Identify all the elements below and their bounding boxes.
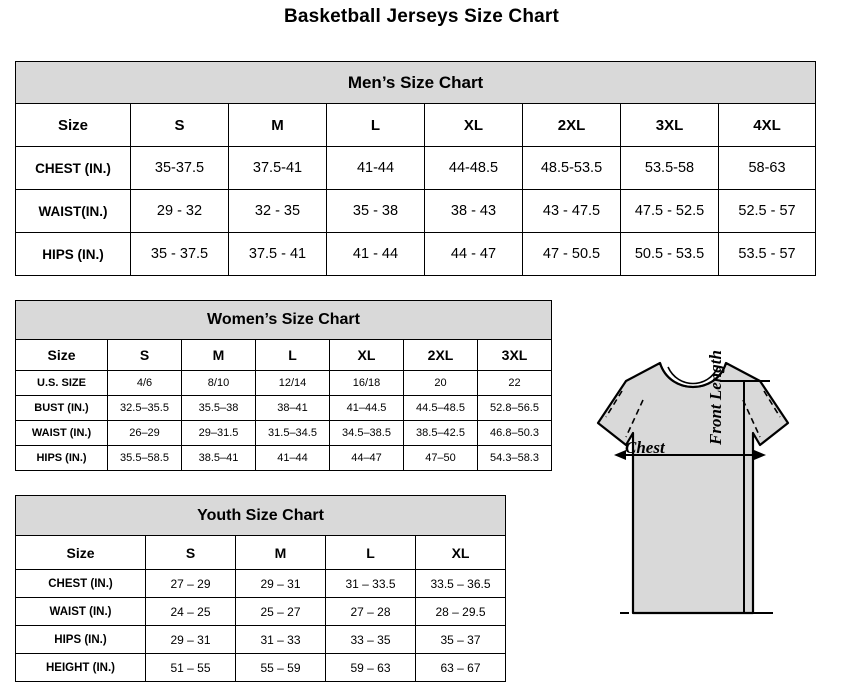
table-header-row [16, 536, 506, 570]
womens-table-caption: Women’s Size Chart [16, 301, 552, 340]
table-row [16, 570, 506, 598]
table-row [16, 421, 552, 446]
cell-chest-m: 37.5-41 [229, 147, 327, 190]
youth-table-caption: Youth Size Chart [16, 496, 506, 536]
cell-us-size-m: 8/10 [182, 371, 256, 396]
cell-chest-4xl: 58-63 [719, 147, 816, 190]
cell-hips-m: 31 – 33 [236, 626, 326, 654]
cell-waist-l: 35 - 38 [327, 190, 425, 233]
cell-hips-xl: 35 – 37 [416, 626, 506, 654]
row-label-us-size: U.S. SIZE [16, 371, 108, 396]
column-header-2xl: 2XL [523, 104, 621, 147]
cell-hips-m: 37.5 - 41 [229, 233, 327, 276]
cell-waist-m: 25 – 27 [236, 598, 326, 626]
cell-waist-xl: 34.5–38.5 [330, 421, 404, 446]
cell-hips-xl: 44 - 47 [425, 233, 523, 276]
column-header-s: S [131, 104, 229, 147]
row-label-waist: WAIST (IN.) [16, 421, 108, 446]
cell-hips-3xl: 54.3–58.3 [478, 446, 552, 471]
mens-table-caption: Men’s Size Chart [16, 62, 816, 104]
row-label-waist: WAIST(IN.) [16, 190, 131, 233]
cell-chest-s: 35-37.5 [131, 147, 229, 190]
column-header-l: L [327, 104, 425, 147]
cell-hips-3xl: 50.5 - 53.5 [621, 233, 719, 276]
cell-us-size-xl: 16/18 [330, 371, 404, 396]
row-label-height: HEIGHT (IN.) [16, 654, 146, 682]
table-row [16, 190, 816, 233]
column-header-xl: XL [330, 340, 404, 371]
cell-waist-s: 29 - 32 [131, 190, 229, 233]
table-header-row [16, 104, 816, 147]
row-label-hips: HIPS (IN.) [16, 626, 146, 654]
table-caption-row [16, 62, 816, 104]
cell-chest-xl: 44-48.5 [425, 147, 523, 190]
cell-waist-l: 27 – 28 [326, 598, 416, 626]
cell-bust-l: 38–41 [256, 396, 330, 421]
cell-us-size-2xl: 20 [404, 371, 478, 396]
cell-waist-s: 26–29 [108, 421, 182, 446]
cell-bust-2xl: 44.5–48.5 [404, 396, 478, 421]
row-label-hips: HIPS (IN.) [16, 233, 131, 276]
column-header-3xl: 3XL [621, 104, 719, 147]
row-label-chest: CHEST (IN.) [16, 570, 146, 598]
table-row [16, 626, 506, 654]
row-label-waist: WAIST (IN.) [16, 598, 146, 626]
cell-waist-2xl: 43 - 47.5 [523, 190, 621, 233]
row-label-hips: HIPS (IN.) [16, 446, 108, 471]
cell-hips-m: 38.5–41 [182, 446, 256, 471]
table-header-row [16, 340, 552, 371]
table-row [16, 654, 506, 682]
cell-waist-xl: 28 – 29.5 [416, 598, 506, 626]
column-header-m: M [182, 340, 256, 371]
table-row [16, 598, 506, 626]
column-header-l: L [256, 340, 330, 371]
cell-us-size-3xl: 22 [478, 371, 552, 396]
page-title: Basketball Jerseys Size Chart [283, 6, 560, 27]
cell-hips-s: 35 - 37.5 [131, 233, 229, 276]
cell-hips-4xl: 53.5 - 57 [719, 233, 816, 276]
jersey-outline-icon [548, 345, 838, 675]
cell-hips-l: 33 – 35 [326, 626, 416, 654]
table-caption-row [16, 301, 552, 340]
cell-hips-l: 41 - 44 [327, 233, 425, 276]
cell-height-l: 59 – 63 [326, 654, 416, 682]
column-header-s: S [108, 340, 182, 371]
column-header-size: Size [16, 340, 108, 371]
womens-size-chart-table [15, 300, 552, 471]
cell-height-s: 51 – 55 [146, 654, 236, 682]
cell-bust-m: 35.5–38 [182, 396, 256, 421]
cell-chest-3xl: 53.5-58 [621, 147, 719, 190]
column-header-2xl: 2XL [404, 340, 478, 371]
cell-chest-l: 31 – 33.5 [326, 570, 416, 598]
table-row [16, 396, 552, 421]
cell-hips-2xl: 47 - 50.5 [523, 233, 621, 276]
cell-us-size-l: 12/14 [256, 371, 330, 396]
column-header-m: M [229, 104, 327, 147]
cell-waist-l: 31.5–34.5 [256, 421, 330, 446]
cell-waist-m: 32 - 35 [229, 190, 327, 233]
column-header-m: M [236, 536, 326, 570]
column-header-xl: XL [425, 104, 523, 147]
chest-measure-label: Chest [625, 438, 665, 457]
cell-waist-4xl: 52.5 - 57 [719, 190, 816, 233]
cell-chest-l: 41-44 [327, 147, 425, 190]
cell-height-xl: 63 – 67 [416, 654, 506, 682]
cell-bust-s: 32.5–35.5 [108, 396, 182, 421]
column-header-s: S [146, 536, 236, 570]
cell-waist-2xl: 38.5–42.5 [404, 421, 478, 446]
cell-height-m: 55 – 59 [236, 654, 326, 682]
table-row [16, 233, 816, 276]
table-row [16, 446, 552, 471]
table-row [16, 371, 552, 396]
row-label-bust: BUST (IN.) [16, 396, 108, 421]
youth-size-chart-table [15, 495, 506, 682]
cell-hips-2xl: 47–50 [404, 446, 478, 471]
cell-waist-3xl: 47.5 - 52.5 [621, 190, 719, 233]
table-caption-row [16, 496, 506, 536]
row-label-chest: CHEST (IN.) [16, 147, 131, 190]
cell-waist-s: 24 – 25 [146, 598, 236, 626]
cell-waist-3xl: 46.8–50.3 [478, 421, 552, 446]
cell-waist-m: 29–31.5 [182, 421, 256, 446]
cell-chest-xl: 33.5 – 36.5 [416, 570, 506, 598]
column-header-size: Size [16, 104, 131, 147]
cell-us-size-s: 4/6 [108, 371, 182, 396]
cell-chest-s: 27 – 29 [146, 570, 236, 598]
cell-hips-s: 35.5–58.5 [108, 446, 182, 471]
cell-chest-2xl: 48.5-53.5 [523, 147, 621, 190]
column-header-size: Size [16, 536, 146, 570]
cell-waist-xl: 38 - 43 [425, 190, 523, 233]
cell-bust-xl: 41–44.5 [330, 396, 404, 421]
table-row [16, 147, 816, 190]
jersey-measurement-diagram [548, 345, 838, 675]
front-length-measure-label: Front Length [706, 350, 725, 445]
cell-bust-3xl: 52.8–56.5 [478, 396, 552, 421]
column-header-3xl: 3XL [478, 340, 552, 371]
column-header-l: L [326, 536, 416, 570]
column-header-4xl: 4XL [719, 104, 816, 147]
cell-hips-s: 29 – 31 [146, 626, 236, 654]
column-header-xl: XL [416, 536, 506, 570]
cell-hips-xl: 44–47 [330, 446, 404, 471]
mens-size-chart-table [15, 61, 816, 276]
cell-chest-m: 29 – 31 [236, 570, 326, 598]
cell-hips-l: 41–44 [256, 446, 330, 471]
